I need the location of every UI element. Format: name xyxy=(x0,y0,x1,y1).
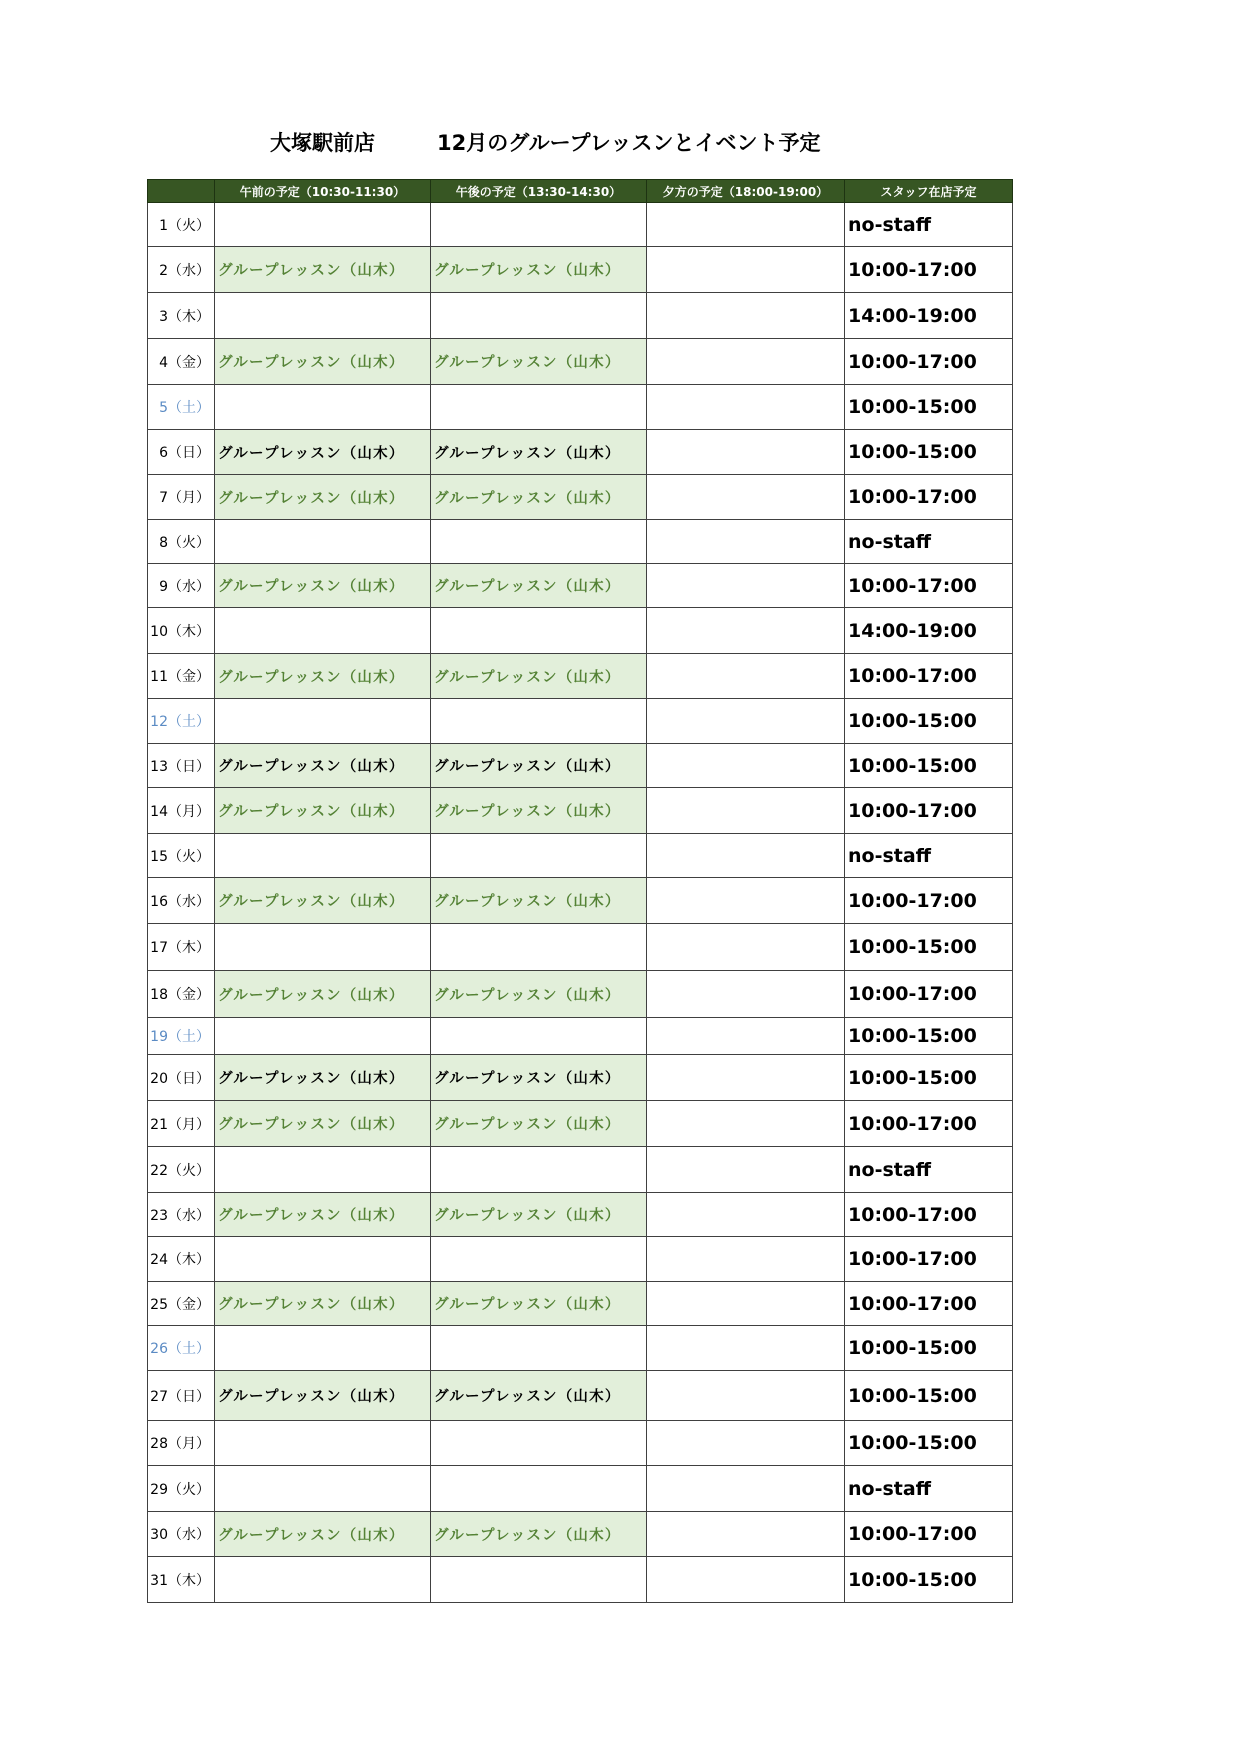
evening-lesson-cell xyxy=(647,654,845,699)
table-row xyxy=(148,1466,1013,1512)
evening-lesson-cell xyxy=(647,1055,845,1101)
header-row xyxy=(148,180,1013,203)
evening-lesson-cell xyxy=(647,878,845,924)
evening-lesson-cell xyxy=(647,520,845,564)
afternoon-lesson-cell xyxy=(431,1466,647,1512)
table-row xyxy=(148,203,1013,247)
table-row xyxy=(148,564,1013,608)
date-cell: 10（木） xyxy=(148,608,215,654)
date-cell: 7（月） xyxy=(148,475,215,520)
afternoon-lesson-cell xyxy=(431,608,647,654)
table-row xyxy=(148,834,1013,878)
afternoon-lesson-cell xyxy=(431,1557,647,1603)
date-cell: 3（木） xyxy=(148,293,215,339)
afternoon-lesson-cell xyxy=(431,1237,647,1282)
afternoon-lesson-cell: グループレッスン（山木） xyxy=(431,744,647,788)
morning-lesson-cell xyxy=(215,924,431,971)
morning-lesson-cell: グループレッスン（山木） xyxy=(215,971,431,1018)
table-row xyxy=(148,520,1013,564)
table-row xyxy=(148,247,1013,293)
afternoon-lesson-cell: グループレッスン（山木） xyxy=(431,1193,647,1237)
staff-hours-cell: 14:00-19:00 xyxy=(845,293,1013,339)
afternoon-lesson-cell: グループレッスン（山木） xyxy=(431,475,647,520)
staff-hours-cell: 10:00-17:00 xyxy=(845,1193,1013,1237)
morning-lesson-cell xyxy=(215,1466,431,1512)
staff-hours-cell: 10:00-15:00 xyxy=(845,1421,1013,1466)
staff-hours-cell: no-staff xyxy=(845,520,1013,564)
table-row xyxy=(148,339,1013,385)
evening-lesson-cell xyxy=(647,247,845,293)
table-row xyxy=(148,475,1013,520)
afternoon-lesson-cell: グループレッスン（山木） xyxy=(431,247,647,293)
table-row xyxy=(148,608,1013,654)
staff-hours-cell: 10:00-17:00 xyxy=(845,1101,1013,1147)
staff-hours-cell: 10:00-17:00 xyxy=(845,1512,1013,1557)
date-cell: 23（水） xyxy=(148,1193,215,1237)
evening-lesson-cell xyxy=(647,1018,845,1055)
date-cell: 4（金） xyxy=(148,339,215,385)
afternoon-lesson-cell: グループレッスン（山木） xyxy=(431,654,647,699)
afternoon-lesson-cell: グループレッスン（山木） xyxy=(431,564,647,608)
staff-hours-cell: 10:00-17:00 xyxy=(845,654,1013,699)
afternoon-lesson-cell: グループレッスン（山木） xyxy=(431,878,647,924)
afternoon-lesson-cell: グループレッスン（山木） xyxy=(431,1282,647,1326)
schedule-table xyxy=(147,179,1013,1603)
date-cell: 25（金） xyxy=(148,1282,215,1326)
table-row xyxy=(148,430,1013,475)
staff-hours-cell: no-staff xyxy=(845,1147,1013,1193)
afternoon-lesson-cell xyxy=(431,924,647,971)
date-cell: 16（水） xyxy=(148,878,215,924)
staff-hours-cell: 10:00-15:00 xyxy=(845,430,1013,475)
afternoon-lesson-cell: グループレッスン（山木） xyxy=(431,1055,647,1101)
page-title xyxy=(0,125,1240,159)
date-cell: 11（金） xyxy=(148,654,215,699)
staff-hours-cell: 10:00-15:00 xyxy=(845,699,1013,744)
date-cell: 12（土） xyxy=(148,699,215,744)
date-cell: 6（日） xyxy=(148,430,215,475)
date-cell: 27（日） xyxy=(148,1371,215,1421)
staff-hours-cell: 10:00-17:00 xyxy=(845,564,1013,608)
table-row xyxy=(148,699,1013,744)
column-header-afternoon: 午後の予定（13:30-14:30） xyxy=(431,180,647,203)
evening-lesson-cell xyxy=(647,744,845,788)
morning-lesson-cell xyxy=(215,1421,431,1466)
evening-lesson-cell xyxy=(647,1193,845,1237)
table-row xyxy=(148,1193,1013,1237)
morning-lesson-cell: グループレッスン（山木） xyxy=(215,1193,431,1237)
table-row xyxy=(148,878,1013,924)
afternoon-lesson-cell xyxy=(431,293,647,339)
date-cell: 31（木） xyxy=(148,1557,215,1603)
table-row xyxy=(148,1371,1013,1421)
evening-lesson-cell xyxy=(647,564,845,608)
afternoon-lesson-cell xyxy=(431,699,647,744)
evening-lesson-cell xyxy=(647,385,845,430)
morning-lesson-cell: グループレッスン（山木） xyxy=(215,1371,431,1421)
table-row xyxy=(148,788,1013,834)
evening-lesson-cell xyxy=(647,430,845,475)
evening-lesson-cell xyxy=(647,608,845,654)
evening-lesson-cell xyxy=(647,1371,845,1421)
staff-hours-cell: no-staff xyxy=(845,834,1013,878)
table-row xyxy=(148,1101,1013,1147)
evening-lesson-cell xyxy=(647,1282,845,1326)
morning-lesson-cell xyxy=(215,203,431,247)
column-header-morning: 午前の予定（10:30-11:30） xyxy=(215,180,431,203)
morning-lesson-cell xyxy=(215,608,431,654)
morning-lesson-cell xyxy=(215,1326,431,1371)
column-header-evening: 夕方の予定（18:00-19:00） xyxy=(647,180,845,203)
table-row xyxy=(148,1512,1013,1557)
date-cell: 22（火） xyxy=(148,1147,215,1193)
staff-hours-cell: 10:00-17:00 xyxy=(845,971,1013,1018)
evening-lesson-cell xyxy=(647,1101,845,1147)
morning-lesson-cell: グループレッスン（山木） xyxy=(215,744,431,788)
date-cell: 26（土） xyxy=(148,1326,215,1371)
date-cell: 30（水） xyxy=(148,1512,215,1557)
afternoon-lesson-cell xyxy=(431,1018,647,1055)
evening-lesson-cell xyxy=(647,1326,845,1371)
afternoon-lesson-cell: グループレッスン（山木） xyxy=(431,1101,647,1147)
date-cell: 1（火） xyxy=(148,203,215,247)
table-row xyxy=(148,744,1013,788)
date-cell: 14（月） xyxy=(148,788,215,834)
evening-lesson-cell xyxy=(647,1512,845,1557)
afternoon-lesson-cell: グループレッスン（山木） xyxy=(431,971,647,1018)
staff-hours-cell: 14:00-19:00 xyxy=(845,608,1013,654)
morning-lesson-cell xyxy=(215,293,431,339)
table-row xyxy=(148,1147,1013,1193)
table-row xyxy=(148,1326,1013,1371)
staff-hours-cell: 10:00-17:00 xyxy=(845,247,1013,293)
staff-hours-cell: 10:00-15:00 xyxy=(845,1557,1013,1603)
event-title: 12月のグループレッスンとイベント予定 xyxy=(437,131,821,155)
staff-hours-cell: 10:00-15:00 xyxy=(845,385,1013,430)
morning-lesson-cell xyxy=(215,1147,431,1193)
afternoon-lesson-cell xyxy=(431,1326,647,1371)
staff-hours-cell: 10:00-17:00 xyxy=(845,878,1013,924)
afternoon-lesson-cell: グループレッスン（山木） xyxy=(431,1512,647,1557)
evening-lesson-cell xyxy=(647,834,845,878)
date-cell: 20（日） xyxy=(148,1055,215,1101)
date-cell: 28（月） xyxy=(148,1421,215,1466)
date-cell: 18（金） xyxy=(148,971,215,1018)
morning-lesson-cell xyxy=(215,385,431,430)
afternoon-lesson-cell: グループレッスン（山木） xyxy=(431,339,647,385)
date-cell: 2（水） xyxy=(148,247,215,293)
table-row xyxy=(148,1282,1013,1326)
morning-lesson-cell xyxy=(215,699,431,744)
date-cell: 19（土） xyxy=(148,1018,215,1055)
date-cell: 13（日） xyxy=(148,744,215,788)
evening-lesson-cell xyxy=(647,1557,845,1603)
evening-lesson-cell xyxy=(647,203,845,247)
table-row xyxy=(148,971,1013,1018)
table-row xyxy=(148,1421,1013,1466)
staff-hours-cell: 10:00-17:00 xyxy=(845,1237,1013,1282)
evening-lesson-cell xyxy=(647,293,845,339)
afternoon-lesson-cell: グループレッスン（山木） xyxy=(431,1371,647,1421)
afternoon-lesson-cell xyxy=(431,385,647,430)
morning-lesson-cell: グループレッスン（山木） xyxy=(215,1101,431,1147)
morning-lesson-cell: グループレッスン（山木） xyxy=(215,475,431,520)
evening-lesson-cell xyxy=(647,699,845,744)
table-row xyxy=(148,1237,1013,1282)
table-row xyxy=(148,654,1013,699)
afternoon-lesson-cell xyxy=(431,834,647,878)
morning-lesson-cell: グループレッスン（山木） xyxy=(215,1512,431,1557)
staff-hours-cell: 10:00-15:00 xyxy=(845,1326,1013,1371)
afternoon-lesson-cell xyxy=(431,1421,647,1466)
date-cell: 15（火） xyxy=(148,834,215,878)
staff-hours-cell: 10:00-17:00 xyxy=(845,339,1013,385)
table-row xyxy=(148,1055,1013,1101)
evening-lesson-cell xyxy=(647,1147,845,1193)
table-row xyxy=(148,385,1013,430)
afternoon-lesson-cell xyxy=(431,1147,647,1193)
staff-hours-cell: 10:00-17:00 xyxy=(845,475,1013,520)
afternoon-lesson-cell xyxy=(431,203,647,247)
evening-lesson-cell xyxy=(647,475,845,520)
morning-lesson-cell: グループレッスン（山木） xyxy=(215,878,431,924)
staff-hours-cell: 10:00-15:00 xyxy=(845,744,1013,788)
morning-lesson-cell: グループレッスン（山木） xyxy=(215,339,431,385)
evening-lesson-cell xyxy=(647,971,845,1018)
store-name: 大塚駅前店 xyxy=(270,131,375,155)
date-cell: 9（水） xyxy=(148,564,215,608)
column-header-staff: スタッフ在店予定 xyxy=(845,180,1013,203)
afternoon-lesson-cell xyxy=(431,520,647,564)
morning-lesson-cell xyxy=(215,1557,431,1603)
table-row xyxy=(148,1557,1013,1603)
morning-lesson-cell: グループレッスン（山木） xyxy=(215,788,431,834)
evening-lesson-cell xyxy=(647,1466,845,1512)
staff-hours-cell: 10:00-15:00 xyxy=(845,924,1013,971)
evening-lesson-cell xyxy=(647,1237,845,1282)
date-cell: 21（月） xyxy=(148,1101,215,1147)
date-cell: 5（土） xyxy=(148,385,215,430)
staff-hours-cell: 10:00-17:00 xyxy=(845,788,1013,834)
date-cell: 29（火） xyxy=(148,1466,215,1512)
evening-lesson-cell xyxy=(647,924,845,971)
date-cell: 17（木） xyxy=(148,924,215,971)
evening-lesson-cell xyxy=(647,788,845,834)
morning-lesson-cell: グループレッスン（山木） xyxy=(215,247,431,293)
evening-lesson-cell xyxy=(647,339,845,385)
staff-hours-cell: 10:00-17:00 xyxy=(845,1282,1013,1326)
morning-lesson-cell xyxy=(215,520,431,564)
evening-lesson-cell xyxy=(647,1421,845,1466)
morning-lesson-cell xyxy=(215,834,431,878)
afternoon-lesson-cell: グループレッスン（山木） xyxy=(431,430,647,475)
morning-lesson-cell: グループレッスン（山木） xyxy=(215,1055,431,1101)
morning-lesson-cell xyxy=(215,1237,431,1282)
table-row xyxy=(148,924,1013,971)
afternoon-lesson-cell: グループレッスン（山木） xyxy=(431,788,647,834)
morning-lesson-cell: グループレッスン（山木） xyxy=(215,430,431,475)
morning-lesson-cell: グループレッスン（山木） xyxy=(215,564,431,608)
staff-hours-cell: no-staff xyxy=(845,203,1013,247)
staff-hours-cell: no-staff xyxy=(845,1466,1013,1512)
morning-lesson-cell: グループレッスン（山木） xyxy=(215,1282,431,1326)
staff-hours-cell: 10:00-15:00 xyxy=(845,1371,1013,1421)
column-header-date xyxy=(148,180,215,203)
staff-hours-cell: 10:00-15:00 xyxy=(845,1018,1013,1055)
table-row xyxy=(148,293,1013,339)
staff-hours-cell: 10:00-15:00 xyxy=(845,1055,1013,1101)
morning-lesson-cell xyxy=(215,1018,431,1055)
date-cell: 24（木） xyxy=(148,1237,215,1282)
morning-lesson-cell: グループレッスン（山木） xyxy=(215,654,431,699)
date-cell: 8（火） xyxy=(148,520,215,564)
table-row xyxy=(148,1018,1013,1055)
